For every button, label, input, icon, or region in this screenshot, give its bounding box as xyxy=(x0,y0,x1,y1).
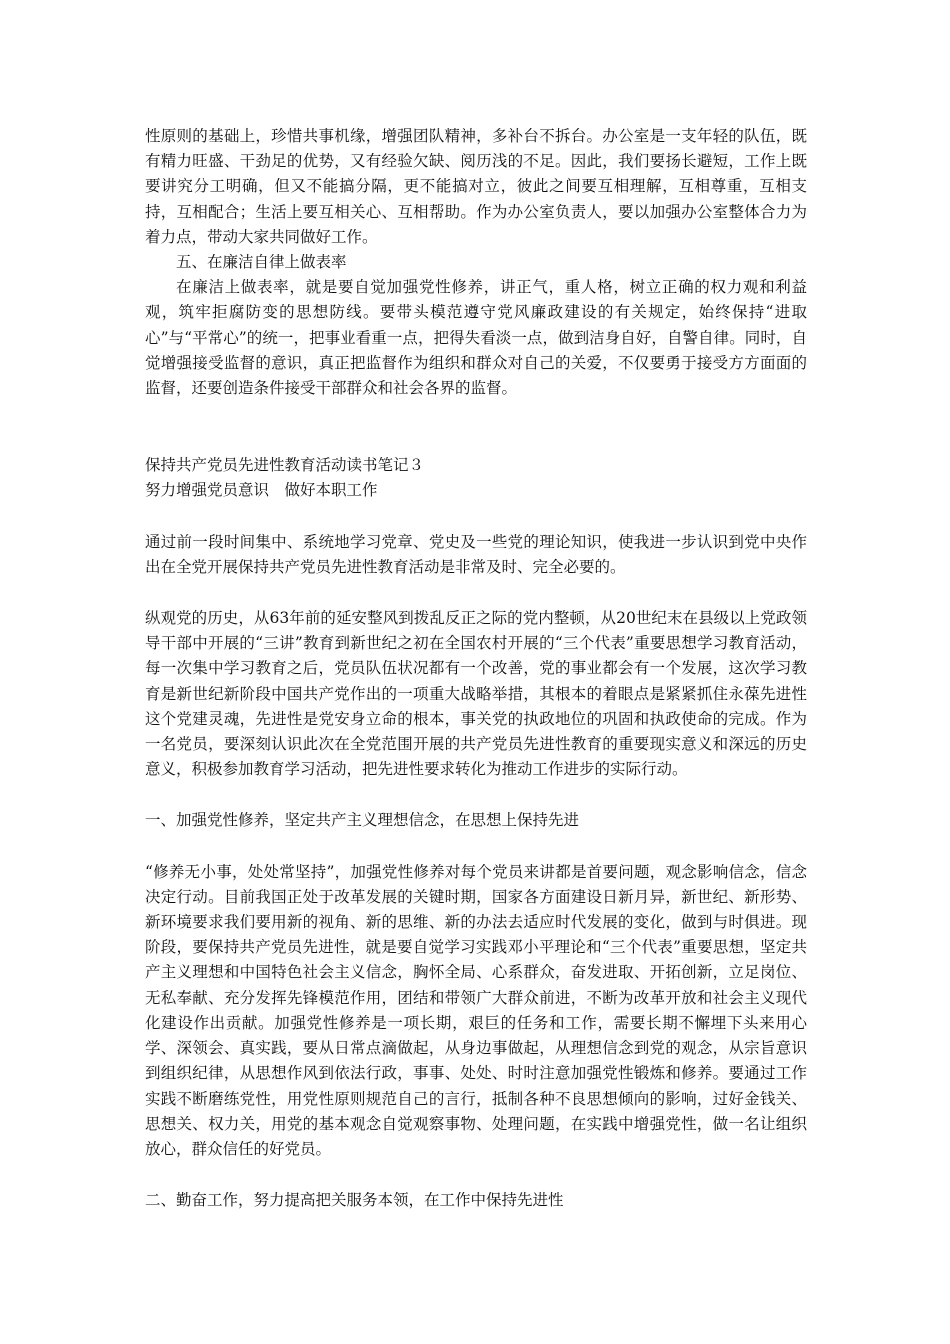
heading-two: 二、勤奋工作，努力提高把关服务本领，在工作中保持先进性 xyxy=(145,1191,564,1210)
paragraph-intro: 通过前一段时间集中、系统地学习党章、党史及一些党的理论知识，使我进一步认识到党中央作出在全党开展保持共产党员先进性教育活动是非常及时、完全必要的。 xyxy=(145,532,807,576)
document-page xyxy=(145,124,807,1213)
paragraph-continued: 性原则的基础上，珍惜共事机缘，增强团队精神，多补台不拆台。办公室是一支年轻的队伍，既有精力旺盛、干劲足的优势，又有经验欠缺、阅历浅的不足。因此，我们要扬长避短，工作上既要讲究分工明确，但又不能搞分隔，更不能搞对立，彼此之间要互相理解，互相尊重，互相支持，互相配合；生活上要互相关心、互相帮助。作为办公室负责人，要以加强办公室整体合力为着力点，带动大家共同做好工作。 xyxy=(145,127,807,246)
heading-one: 一、加强党性修养，坚定共产主义理想信念，在思想上保持先进 xyxy=(145,811,580,830)
paragraph-history: 纵观党的历史，从63年前的延安整风到拨乱反正之际的党内整顿，从20世纪末在县级以上党政领导干部中开展的“三讲”教育到新世纪之初在全国农村开展的“三个代表”重要思想学习教育活动，每一次集中学习教育之后，党员队伍状况都有一个改善，党的事业都会有一个发展，这次学习教育是新世纪新阶段中国共产党作出的一项重大战略举措，其根本的着眼点是紧紧抓住永葆先进性这个党建灵魂，先进性是党安身立命的根本，事关党的执政地位的巩固和执政使命的完成。作为一名党员，要深刻认识此次在全党范围开展的共产党员先进性教育的重要现实意义和深远的历史意义，积极参加教育学习活动，把先进性要求转化为推动工作进步的实际行动。 xyxy=(145,609,807,779)
paragraph-five: 在廉洁上做表率，就是要自觉加强党性修养，讲正气，重人格，树立正确的权力观和利益观，筑牢拒腐防变的思想防线。要带头模范遵守党风廉政建设的有关规定，始终保持“进取心”与“平常心”的统一，把事业看重一点，把得失看淡一点，做到洁身自好，自警自律。同时，自觉增强接受监督的意识，真正把监督作为组织和群众对自己的关爱，不仅要勇于接受方方面面的监督，还要创造条件接受干部群众和社会各界的监督。 xyxy=(145,278,807,398)
paragraph-one: “修养无小事，处处常坚持”，加强党性修养对每个党员来讲都是首要问题，观念影响信念，信念决定行动。目前我国正处于改革发展的关键时期，国家各方面建设日新月异，新世纪、新形势、新环境要求我们要用新的视角、新的思维、新的办法去适应时代发展的变化，做到与时俱进。现阶段，要保持共产党员先进性，就是要自觉学习实践邓小平理论和“三个代表”重要思想，坚定共产主义理想和中国特色社会主义信念，胸怀全局、心系群众，奋发进取、开拓创新，立足岗位、无私奉献、充分发挥先锋模范作用，团结和带领广大群众前进，不断为改革开放和社会主义现代化建设作出贡献。加强党性修养是一项长期，艰巨的任务和工作，需要长期不懈埋下头来用心学、深领会、真实践，要从日常点滴做起，从身边事做起，从理想信念到党的观念，从宗旨意识到组织纪律，从思想作风到依法行政，事事、处处、时时注意加强党性锻炼和修养。要通过工作实践不断磨练党性，用党性原则规范自己的言行，抵制各种不良思想倾向的影响，过好金钱关、思想关、权力关，用党的基本观念自觉观察事物、处理问题，在实践中增强党性，做一名让组织放心，群众信任的好党员。 xyxy=(145,862,807,1158)
section-title: 保持共产党员先进性教育活动读书笔记３ xyxy=(145,456,425,475)
section-subtitle: 努力增强党员意识 做好本职工作 xyxy=(145,481,378,500)
heading-five: 五、在廉洁自律上做表率 xyxy=(176,253,347,272)
